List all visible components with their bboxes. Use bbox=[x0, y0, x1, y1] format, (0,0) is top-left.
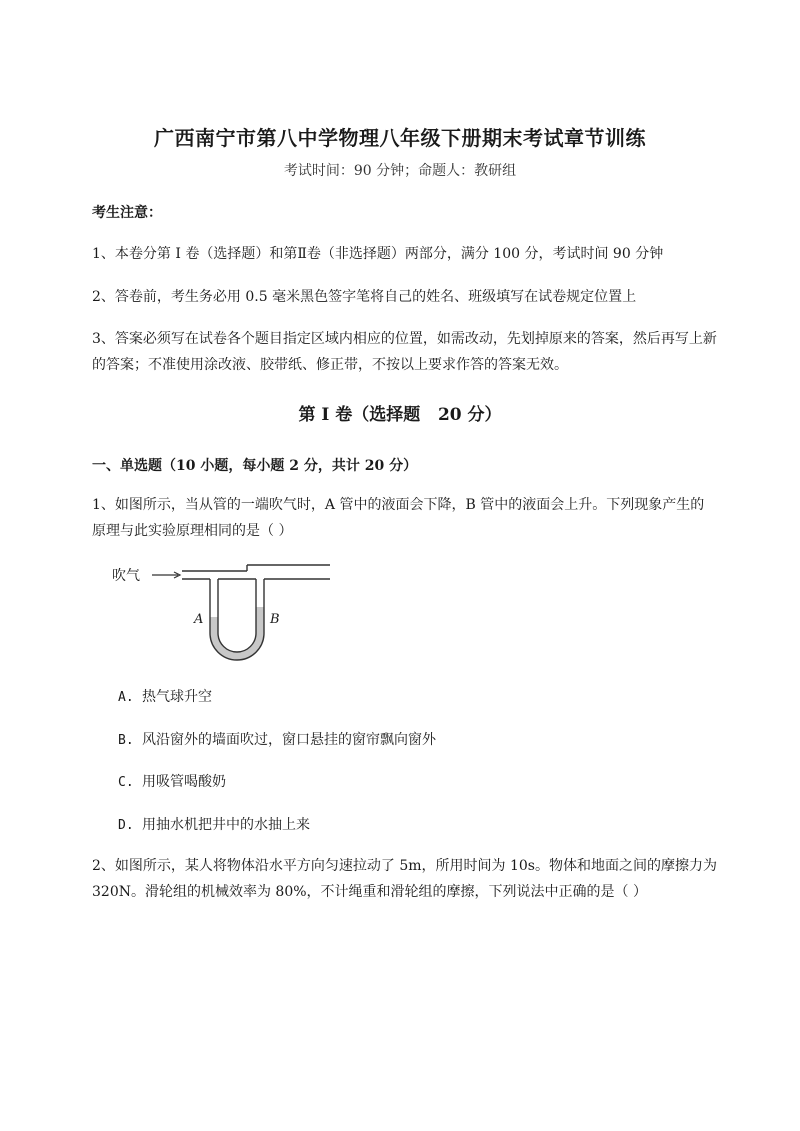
group-heading: 一、单选题（10 小题，每小题 2 分，共计 20 分） bbox=[92, 458, 418, 474]
blow-label: 吹气 bbox=[112, 568, 140, 584]
exam-info: 考试时间：90 分钟；命题人：教研组 bbox=[283, 163, 517, 179]
notice-heading: 考生注意： bbox=[92, 205, 162, 221]
option-letter: A. bbox=[118, 690, 134, 705]
option-d bbox=[118, 814, 310, 834]
section-title: 第 I 卷（选择题 20 分） bbox=[298, 405, 502, 425]
option-text: 风沿窗外的墙面吹过，窗口悬挂的窗帘飘向窗外 bbox=[142, 732, 436, 748]
tube-label-a: A bbox=[194, 612, 204, 627]
notice-item: 1、本卷分第 I 卷（选择题）和第Ⅱ卷（非选择题）两部分，满分 100 分，考试时间 90 分钟 bbox=[92, 246, 664, 262]
option-b bbox=[118, 729, 436, 749]
notice-item: 2、答卷前，考生务必用 0.5 毫米黑色签字笔将自己的姓名、班级填写在试卷规定位置上 bbox=[92, 289, 637, 305]
option-letter: B. bbox=[118, 733, 134, 748]
notice-item: 3、答案必须写在试卷各个题目指定区域内相应的位置，如需改动，先划掉原来的答案，然后再写上新的答案；不准使用涂改液、胶带纸、修正带，不按以上要求作答的答案无效。 bbox=[92, 331, 717, 373]
tube-label-b: B bbox=[270, 612, 280, 627]
option-c bbox=[118, 771, 226, 791]
option-a bbox=[118, 686, 212, 706]
option-letter: C. bbox=[118, 775, 134, 790]
question-1-text: 1、如图所示，当从管的一端吹气时，A 管中的液面会下降，B 管中的液面会上升。下列现象产生的原理与此实验原理相同的是（ ） bbox=[92, 497, 705, 539]
question-2-text: 2、如图所示，某人将物体沿水平方向匀速拉动了 5m，所用时间为 10s。物体和地面之间的摩擦力为 320N。滑轮组的机械效率为 80%，不计绳重和滑轮组的摩擦，下列说法中正确的是（ ） bbox=[92, 858, 717, 900]
option-text: 热气球升空 bbox=[142, 689, 212, 705]
u-tube-figure bbox=[112, 555, 342, 665]
option-letter: D. bbox=[118, 818, 134, 833]
u-tube-inner bbox=[218, 579, 256, 652]
option-text: 用抽水机把井中的水抽上来 bbox=[142, 817, 310, 833]
option-text: 用吸管喝酸奶 bbox=[142, 774, 226, 790]
page-title: 广西南宁市第八中学物理八年级下册期末考试章节训练 bbox=[154, 126, 646, 150]
